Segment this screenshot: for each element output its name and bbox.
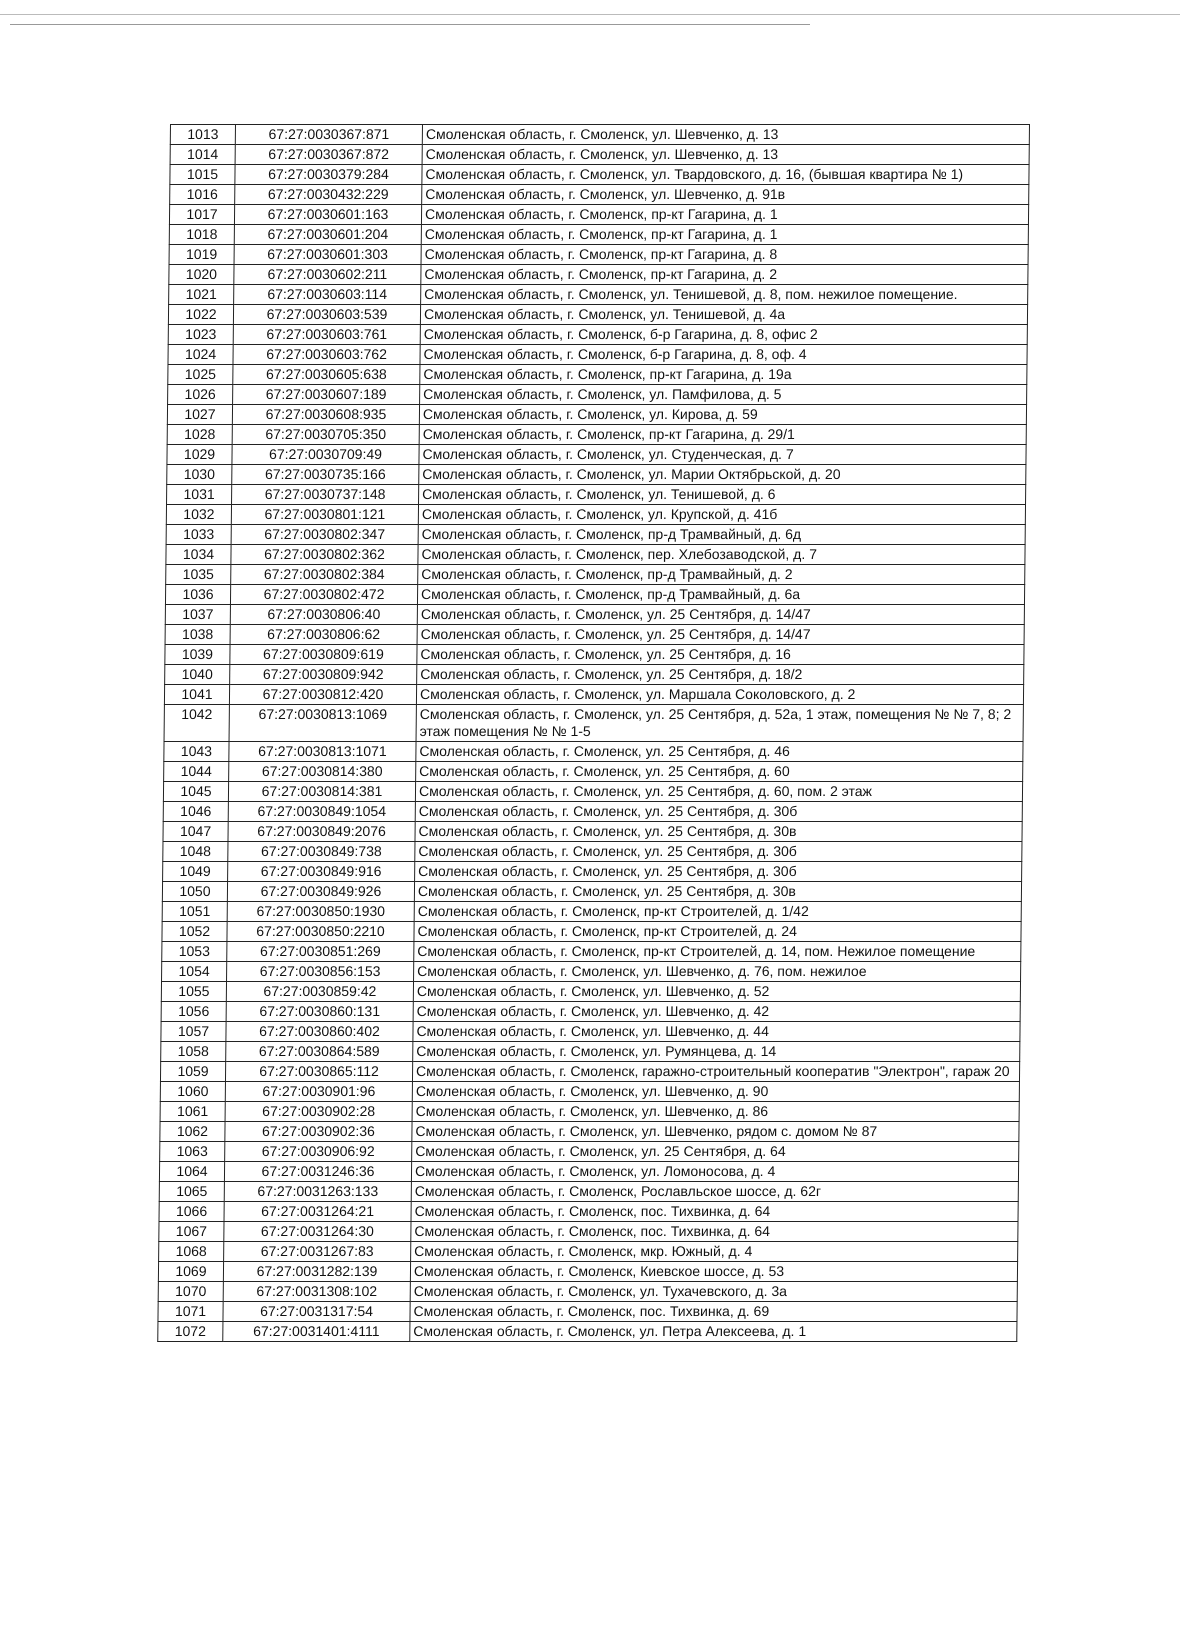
cadastral-number-cell: 67:27:0030737:148 — [232, 485, 419, 505]
row-number-cell: 1015 — [170, 165, 235, 185]
cadastral-number-cell: 67:27:0030608:935 — [232, 405, 419, 425]
address-cell: Смоленская область, г. Смоленск, ул. Шевченко, д. 86 — [412, 1102, 1019, 1122]
cadastral-number-cell: 67:27:0030813:1071 — [229, 742, 416, 762]
address-cell: Смоленская область, г. Смоленск, ул. 25 Сентября, д. 64 — [412, 1142, 1019, 1162]
address-cell: Смоленская область, г. Смоленск, ул. Шевченко, д. 44 — [413, 1022, 1020, 1042]
cadastral-number-cell: 67:27:0030601:204 — [234, 225, 421, 245]
address-cell: Смоленская область, г. Смоленск, пр-кт Гагарина, д. 19а — [420, 365, 1027, 385]
row-number-cell: 1023 — [168, 325, 233, 345]
row-number-cell: 1065 — [159, 1182, 224, 1202]
table-row — [158, 1322, 1017, 1342]
table-row — [162, 922, 1021, 942]
row-number-cell: 1038 — [165, 625, 230, 645]
row-number-cell: 1058 — [161, 1042, 226, 1062]
cadastral-number-cell: 67:27:0030850:1930 — [227, 902, 414, 922]
address-cell: Смоленская область, г. Смоленск, б-р Гагарина, д. 8, оф. 4 — [420, 345, 1027, 365]
cadastral-number-cell: 67:27:0030802:347 — [231, 525, 418, 545]
row-number-cell: 1061 — [160, 1102, 225, 1122]
table-row — [165, 585, 1024, 605]
row-number-cell: 1042 — [164, 705, 229, 742]
table-row — [170, 165, 1029, 185]
table-row — [159, 1202, 1018, 1222]
address-cell: Смоленская область, г. Смоленск, ул. 25 Сентября, д. 30б — [415, 802, 1022, 822]
table-row — [158, 1262, 1017, 1282]
table-row — [169, 205, 1028, 225]
cadastral-number-cell: 67:27:0030860:402 — [226, 1022, 413, 1042]
table-row — [169, 265, 1028, 285]
address-cell: Смоленская область, г. Смоленск, ул. Тухачевского, д. 3а — [410, 1282, 1017, 1302]
row-number-cell: 1041 — [164, 685, 229, 705]
table-row — [167, 465, 1026, 485]
table-row — [169, 245, 1028, 265]
cadastral-number-cell: 67:27:0030849:916 — [228, 862, 415, 882]
address-cell: Смоленская область, г. Смоленск, ул. Шевченко, д. 52 — [413, 982, 1020, 1002]
table-row — [159, 1242, 1018, 1262]
table-row — [163, 782, 1022, 802]
address-cell: Смоленская область, г. Смоленск, ул. 25 Сентября, д. 46 — [416, 742, 1023, 762]
table-row — [159, 1222, 1018, 1242]
cadastral-number-cell: 67:27:0030901:96 — [225, 1082, 412, 1102]
row-number-cell: 1018 — [169, 225, 234, 245]
address-cell: Смоленская область, г. Смоленск, ул. Маршала Соколовского, д. 2 — [416, 685, 1023, 705]
row-number-cell: 1025 — [168, 365, 233, 385]
address-cell: Смоленская область, г. Смоленск, пр-кт Гагарина, д. 29/1 — [419, 425, 1026, 445]
table-row — [163, 822, 1022, 842]
address-cell: Смоленская область, г. Смоленск, ул. Крупской, д. 41б — [418, 505, 1025, 525]
table-row — [158, 1282, 1017, 1302]
address-cell: Смоленская область, г. Смоленск, ул. 25 Сентября, д. 30б — [415, 862, 1022, 882]
address-cell: Смоленская область, г. Смоленск, пр-кт Гагарина, д. 1 — [421, 205, 1028, 225]
table-row — [165, 645, 1024, 665]
table-row — [167, 445, 1026, 465]
address-cell: Смоленская область, г. Смоленск, ул. 25 Сентября, д. 18/2 — [417, 665, 1024, 685]
row-number-cell: 1048 — [163, 842, 228, 862]
scan-artifact-line — [0, 14, 1180, 15]
row-number-cell: 1053 — [162, 942, 227, 962]
cadastral-number-cell: 67:27:0030906:92 — [225, 1142, 412, 1162]
cadastral-number-cell: 67:27:0030814:380 — [229, 762, 416, 782]
cadastral-number-cell: 67:27:0030806:40 — [230, 605, 417, 625]
row-number-cell: 1066 — [159, 1202, 224, 1222]
address-cell: Смоленская область, г. Смоленск, ул. 25 Сентября, д. 14/47 — [417, 625, 1024, 645]
registry-table-body — [158, 125, 1030, 1342]
row-number-cell: 1067 — [159, 1222, 224, 1242]
cadastral-number-cell: 67:27:0030367:872 — [235, 145, 422, 165]
row-number-cell: 1063 — [160, 1142, 225, 1162]
row-number-cell: 1050 — [162, 882, 227, 902]
table-row — [166, 505, 1025, 525]
address-cell: Смоленская область, г. Смоленск, ул. Тенишевой, д. 4а — [420, 305, 1027, 325]
address-cell: Смоленская область, г. Смоленск, пер. Хлебозаводской, д. 7 — [418, 545, 1025, 565]
table-row — [161, 1042, 1020, 1062]
row-number-cell: 1068 — [159, 1242, 224, 1262]
cadastral-number-cell: 67:27:0030812:420 — [229, 685, 416, 705]
address-cell: Смоленская область, г. Смоленск, ул. Румянцева, д. 14 — [413, 1042, 1020, 1062]
table-row — [167, 425, 1026, 445]
table-row — [168, 365, 1027, 385]
cadastral-number-cell: 67:27:0030802:472 — [230, 585, 417, 605]
table-row — [161, 1002, 1020, 1022]
row-number-cell: 1045 — [163, 782, 228, 802]
row-number-cell: 1070 — [158, 1282, 223, 1302]
row-number-cell: 1069 — [158, 1262, 223, 1282]
cadastral-number-cell: 67:27:0030849:738 — [228, 842, 415, 862]
cadastral-number-cell: 67:27:0031263:133 — [224, 1182, 411, 1202]
cadastral-number-cell: 67:27:0030603:114 — [234, 285, 421, 305]
address-cell: Смоленская область, г. Смоленск, ул. Тенишевой, д. 8, пом. нежилое помещение. — [421, 285, 1028, 305]
address-cell: Смоленская область, г. Смоленск, ул. 25 Сентября, д. 52а, 1 этаж, помещения № № 7, 8; 2 этаж помещения № № 1-5 — [416, 705, 1023, 742]
address-cell: Смоленская область, г. Смоленск, ул. 25 Сентября, д. 30б — [415, 842, 1022, 862]
table-row — [166, 545, 1025, 565]
address-cell: Смоленская область, г. Смоленск, ул. Шевченко, д. 76, пом. нежилое — [414, 962, 1021, 982]
row-number-cell: 1056 — [161, 1002, 226, 1022]
table-row — [162, 902, 1021, 922]
row-number-cell: 1032 — [166, 505, 231, 525]
cadastral-number-cell: 67:27:0030809:619 — [230, 645, 417, 665]
cadastral-number-cell: 67:27:0030814:381 — [228, 782, 415, 802]
address-cell: Смоленская область, г. Смоленск, ул. Шевченко, д. 13 — [422, 125, 1029, 145]
table-row — [170, 185, 1029, 205]
table-row — [168, 325, 1027, 345]
cadastral-number-cell: 67:27:0030603:761 — [233, 325, 420, 345]
address-cell: Смоленская область, г. Смоленск, ул. Марии Октябрьской, д. 20 — [419, 465, 1026, 485]
cadastral-number-cell: 67:27:0030813:1069 — [229, 705, 416, 742]
address-cell: Смоленская область, г. Смоленск, ул. Твардовского, д. 16, (бывшая квартира № 1) — [422, 165, 1029, 185]
table-row — [164, 705, 1023, 742]
table-row — [163, 802, 1022, 822]
cadastral-number-cell: 67:27:0030849:1054 — [228, 802, 415, 822]
row-number-cell: 1062 — [160, 1122, 225, 1142]
address-cell: Смоленская область, г. Смоленск, ул. 25 Сентября, д. 30в — [414, 882, 1021, 902]
cadastral-number-cell: 67:27:0031264:30 — [224, 1222, 411, 1242]
row-number-cell: 1037 — [165, 605, 230, 625]
row-number-cell: 1022 — [168, 305, 233, 325]
row-number-cell: 1036 — [165, 585, 230, 605]
row-number-cell: 1046 — [163, 802, 228, 822]
row-number-cell: 1029 — [167, 445, 232, 465]
address-cell: Смоленская область, г. Смоленск, ул. 25 Сентября, д. 60, пом. 2 этаж — [415, 782, 1022, 802]
row-number-cell: 1016 — [170, 185, 235, 205]
row-number-cell: 1035 — [166, 565, 231, 585]
cadastral-number-cell: 67:27:0030860:131 — [226, 1002, 413, 1022]
row-number-cell: 1021 — [169, 285, 234, 305]
table-row — [160, 1102, 1019, 1122]
row-number-cell: 1024 — [168, 345, 233, 365]
table-row — [168, 305, 1027, 325]
address-cell: Смоленская область, г. Смоленск, Рославльское шоссе, д. 62г — [411, 1182, 1018, 1202]
cadastral-number-cell: 67:27:0030802:362 — [231, 545, 418, 565]
address-cell: Смоленская область, г. Смоленск, Киевское шоссе, д. 53 — [410, 1262, 1017, 1282]
table-row — [168, 385, 1027, 405]
table-row — [166, 565, 1025, 585]
table-row — [162, 942, 1021, 962]
address-cell: Смоленская область, г. Смоленск, пос. Тихвинка, д. 64 — [411, 1222, 1018, 1242]
cadastral-number-cell: 67:27:0030802:384 — [231, 565, 418, 585]
row-number-cell: 1044 — [164, 762, 229, 782]
table-row — [159, 1162, 1018, 1182]
address-cell: Смоленская область, г. Смоленск, ул. Кирова, д. 59 — [419, 405, 1026, 425]
cadastral-number-cell: 67:27:0030849:926 — [227, 882, 414, 902]
table-row — [162, 962, 1021, 982]
address-cell: Смоленская область, г. Смоленск, пр-кт Строителей, д. 14, пом. Нежилое помещение — [414, 942, 1021, 962]
table-row — [164, 762, 1023, 782]
table-row — [164, 685, 1023, 705]
table-row — [160, 1122, 1019, 1142]
row-number-cell: 1039 — [165, 645, 230, 665]
row-number-cell: 1054 — [162, 962, 227, 982]
address-cell: Смоленская область, г. Смоленск, ул. Студенческая, д. 7 — [419, 445, 1026, 465]
row-number-cell: 1060 — [160, 1082, 225, 1102]
address-cell: Смоленская область, г. Смоленск, ул. 25 Сентября, д. 30в — [415, 822, 1022, 842]
table-row — [161, 1022, 1020, 1042]
table-row — [169, 285, 1028, 305]
address-cell: Смоленская область, г. Смоленск, пр-кт Гагарина, д. 8 — [421, 245, 1028, 265]
row-number-cell: 1049 — [163, 862, 228, 882]
cadastral-number-cell: 67:27:0030705:350 — [232, 425, 419, 445]
table-row — [168, 345, 1027, 365]
address-cell: Смоленская область, г. Смоленск, ул. 25 Сентября, д. 60 — [416, 762, 1023, 782]
cadastral-number-cell: 67:27:0031401:4111 — [223, 1322, 410, 1342]
address-cell: Смоленская область, г. Смоленск, ул. 25 Сентября, д. 14/47 — [417, 605, 1024, 625]
cadastral-number-cell: 67:27:0030607:189 — [233, 385, 420, 405]
cadastral-number-cell: 67:27:0031308:102 — [223, 1282, 410, 1302]
address-cell: Смоленская область, г. Смоленск, ул. Шевченко, д. 13 — [422, 145, 1029, 165]
cadastral-number-cell: 67:27:0030601:163 — [234, 205, 421, 225]
cadastral-number-cell: 67:27:0030865:112 — [225, 1062, 412, 1082]
cadastral-number-cell: 67:27:0030864:589 — [226, 1042, 413, 1062]
row-number-cell: 1031 — [167, 485, 232, 505]
address-cell: Смоленская область, г. Смоленск, ул. Ломоносова, д. 4 — [411, 1162, 1018, 1182]
address-cell: Смоленская область, г. Смоленск, мкр. Южный, д. 4 — [411, 1242, 1018, 1262]
table-row — [170, 125, 1029, 145]
cadastral-number-cell: 67:27:0030849:2076 — [228, 822, 415, 842]
cadastral-number-cell: 67:27:0031317:54 — [223, 1302, 410, 1322]
address-cell: Смоленская область, г. Смоленск, гаражно-строительный кооператив "Электрон", гараж 20 — [412, 1062, 1019, 1082]
cadastral-number-cell: 67:27:0030432:229 — [235, 185, 422, 205]
address-cell: Смоленская область, г. Смоленск, пр-д Трамвайный, д. 2 — [418, 565, 1025, 585]
table-row — [170, 145, 1029, 165]
row-number-cell: 1034 — [166, 545, 231, 565]
address-cell: Смоленская область, г. Смоленск, б-р Гагарина, д. 8, офис 2 — [420, 325, 1027, 345]
cadastral-number-cell: 67:27:0030902:36 — [225, 1122, 412, 1142]
row-number-cell: 1020 — [169, 265, 234, 285]
address-cell: Смоленская область, г. Смоленск, ул. Шевченко, рядом с. домом № 87 — [412, 1122, 1019, 1142]
row-number-cell: 1028 — [167, 425, 232, 445]
address-cell: Смоленская область, г. Смоленск, ул. Шевченко, д. 42 — [413, 1002, 1020, 1022]
address-cell: Смоленская область, г. Смоленск, ул. Петра Алексеева, д. 1 — [410, 1322, 1017, 1342]
row-number-cell: 1014 — [170, 145, 235, 165]
table-row — [158, 1302, 1017, 1322]
row-number-cell: 1055 — [161, 982, 226, 1002]
table-row — [165, 605, 1024, 625]
table-row — [165, 665, 1024, 685]
address-cell: Смоленская область, г. Смоленск, ул. Памфилова, д. 5 — [420, 385, 1027, 405]
table-row — [169, 225, 1028, 245]
row-number-cell: 1059 — [160, 1062, 225, 1082]
table-row — [162, 882, 1021, 902]
row-number-cell: 1019 — [169, 245, 234, 265]
table-row — [167, 485, 1026, 505]
row-number-cell: 1043 — [164, 742, 229, 762]
row-number-cell: 1026 — [168, 385, 233, 405]
cadastral-number-cell: 67:27:0030850:2210 — [227, 922, 414, 942]
table-row — [163, 862, 1022, 882]
cadastral-number-cell: 67:27:0030856:153 — [227, 962, 414, 982]
cadastral-number-cell: 67:27:0030709:49 — [232, 445, 419, 465]
table-row — [160, 1142, 1019, 1162]
cadastral-number-cell: 67:27:0030379:284 — [235, 165, 422, 185]
address-cell: Смоленская область, г. Смоленск, ул. Шевченко, д. 91в — [422, 185, 1029, 205]
table-row — [167, 405, 1026, 425]
cadastral-number-cell: 67:27:0030851:269 — [227, 942, 414, 962]
row-number-cell: 1072 — [158, 1322, 223, 1342]
table-row — [165, 625, 1024, 645]
cadastral-number-cell: 67:27:0030603:539 — [233, 305, 420, 325]
table-row — [163, 842, 1022, 862]
table-row — [166, 525, 1025, 545]
cadastral-number-cell: 67:27:0030859:42 — [226, 982, 413, 1002]
cadastral-number-cell: 67:27:0030601:303 — [234, 245, 421, 265]
cadastral-number-cell: 67:27:0030735:166 — [232, 465, 419, 485]
row-number-cell: 1033 — [166, 525, 231, 545]
cadastral-number-cell: 67:27:0031246:36 — [224, 1162, 411, 1182]
cadastral-number-cell: 67:27:0031264:21 — [224, 1202, 411, 1222]
table-row — [159, 1182, 1018, 1202]
address-cell: Смоленская область, г. Смоленск, ул. Шевченко, д. 90 — [412, 1082, 1019, 1102]
row-number-cell: 1047 — [163, 822, 228, 842]
table-row — [160, 1062, 1019, 1082]
cadastral-number-cell: 67:27:0031267:83 — [224, 1242, 411, 1262]
cadastral-number-cell: 67:27:0030602:211 — [234, 265, 421, 285]
table-row — [164, 742, 1023, 762]
address-cell: Смоленская область, г. Смоленск, пос. Тихвинка, д. 64 — [411, 1202, 1018, 1222]
address-cell: Смоленская область, г. Смоленск, пр-д Трамвайный, д. 6а — [417, 585, 1024, 605]
table-row — [161, 982, 1020, 1002]
row-number-cell: 1051 — [162, 902, 227, 922]
address-cell: Смоленская область, г. Смоленск, пр-кт Строителей, д. 1/42 — [414, 902, 1021, 922]
row-number-cell: 1064 — [159, 1162, 224, 1182]
row-number-cell: 1027 — [167, 405, 232, 425]
property-registry-table — [157, 124, 1030, 1342]
cadastral-number-cell: 67:27:0030806:62 — [230, 625, 417, 645]
address-cell: Смоленская область, г. Смоленск, ул. 25 Сентября, д. 16 — [417, 645, 1024, 665]
table-row — [160, 1082, 1019, 1102]
scan-artifact-line — [10, 24, 810, 25]
address-cell: Смоленская область, г. Смоленск, пр-кт Строителей, д. 24 — [414, 922, 1021, 942]
address-cell: Смоленская область, г. Смоленск, пр-кт Гагарина, д. 1 — [421, 225, 1028, 245]
cadastral-number-cell: 67:27:0030605:638 — [233, 365, 420, 385]
address-cell: Смоленская область, г. Смоленск, ул. Тенишевой, д. 6 — [419, 485, 1026, 505]
row-number-cell: 1030 — [167, 465, 232, 485]
cadastral-number-cell: 67:27:0030367:871 — [235, 125, 422, 145]
row-number-cell: 1052 — [162, 922, 227, 942]
row-number-cell: 1071 — [158, 1302, 223, 1322]
cadastral-number-cell: 67:27:0030902:28 — [225, 1102, 412, 1122]
row-number-cell: 1057 — [161, 1022, 226, 1042]
address-cell: Смоленская область, г. Смоленск, пр-д Трамвайный, д. 6д — [418, 525, 1025, 545]
row-number-cell: 1013 — [170, 125, 235, 145]
row-number-cell: 1040 — [165, 665, 230, 685]
row-number-cell: 1017 — [169, 205, 234, 225]
address-cell: Смоленская область, г. Смоленск, пос. Тихвинка, д. 69 — [410, 1302, 1017, 1322]
address-cell: Смоленская область, г. Смоленск, пр-кт Гагарина, д. 2 — [421, 265, 1028, 285]
cadastral-number-cell: 67:27:0030809:942 — [230, 665, 417, 685]
cadastral-number-cell: 67:27:0030603:762 — [233, 345, 420, 365]
cadastral-number-cell: 67:27:0030801:121 — [231, 505, 418, 525]
cadastral-number-cell: 67:27:0031282:139 — [223, 1262, 410, 1282]
